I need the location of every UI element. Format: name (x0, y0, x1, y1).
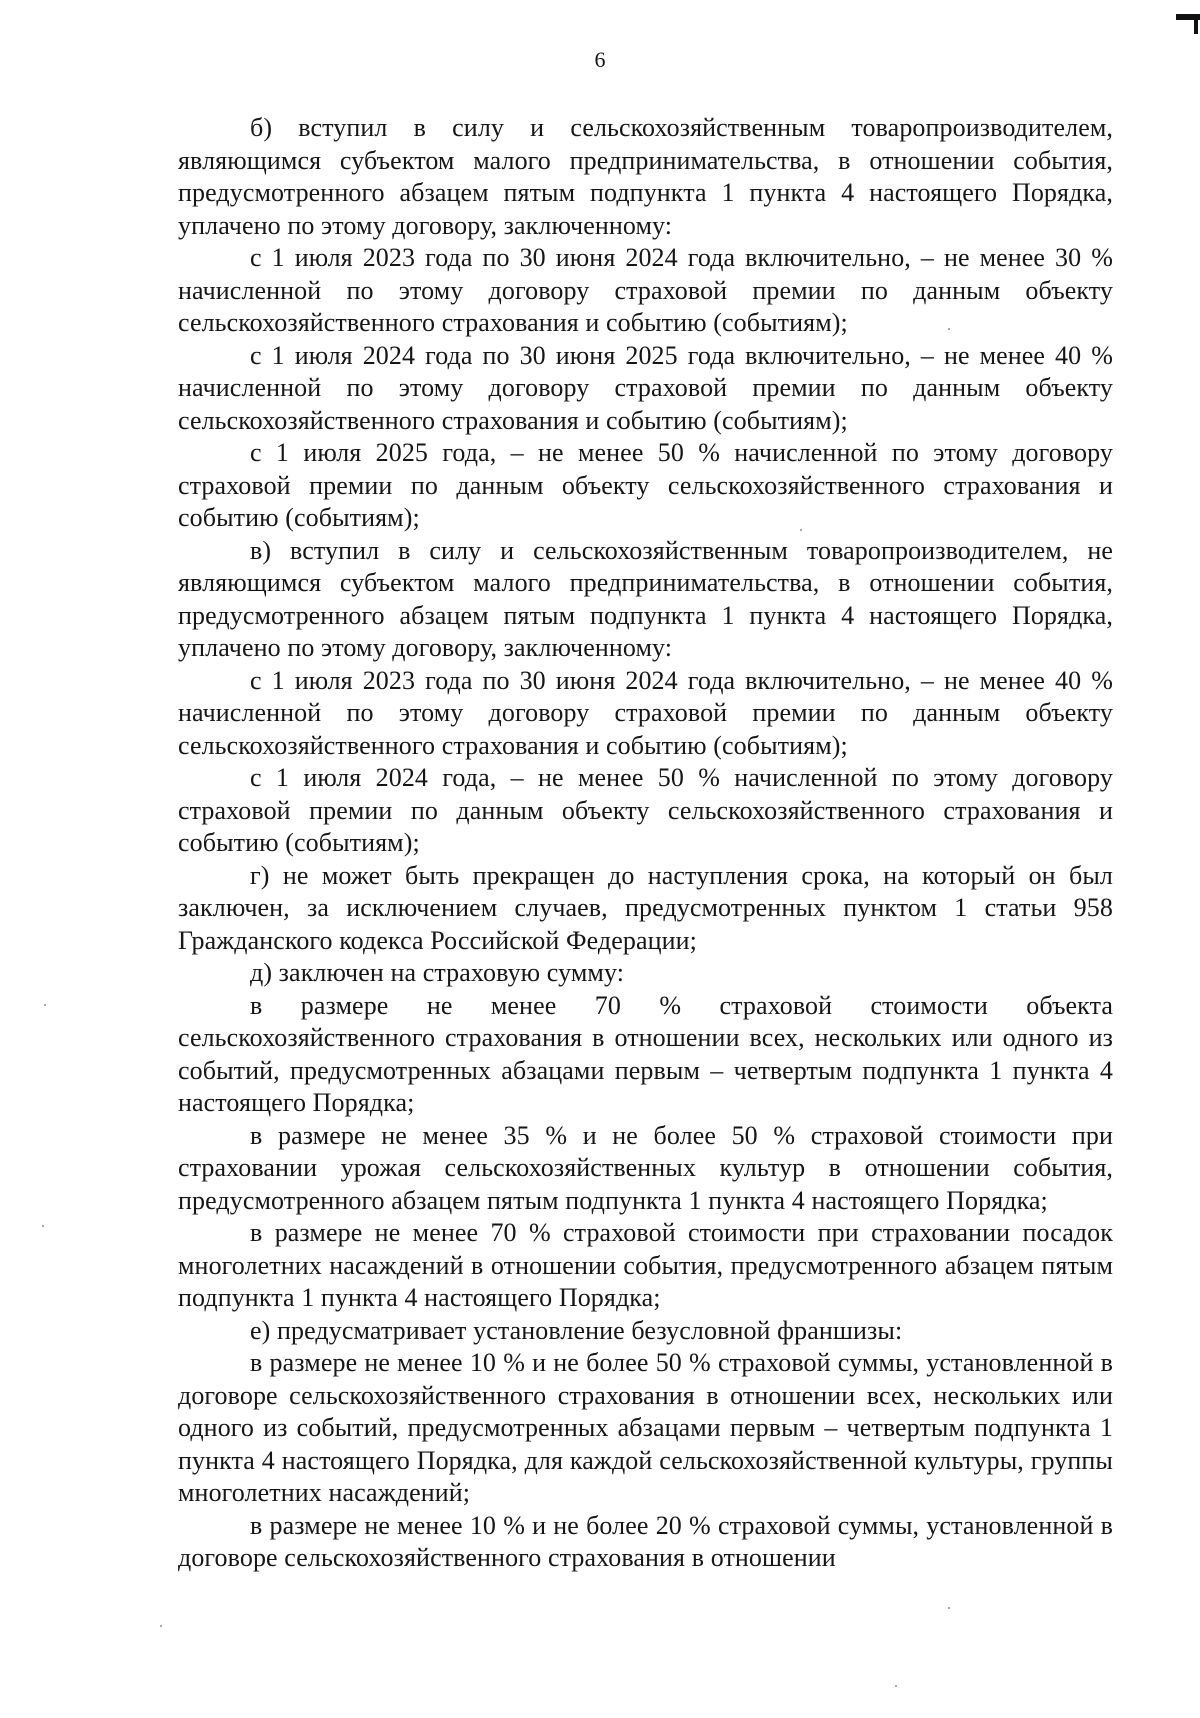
scan-speck (44, 1004, 46, 1006)
paragraph-d-3: в размере не менее 70 % страховой стоимости при страховании посадок многолетних насаждений в отношении события, предусмотренного абзацем пятым подпункта 1 пункта 4 настоящего Порядка; (178, 1218, 1113, 1312)
paragraph-b: б) вступил в силу и сельскохозяйственным товаропроизводителем, являющимся субъектом малого предпринимательства, в отношении события, предусмотренного абзацем пятым подпункта 1 пункта 4 настоящего Порядка, уплачено по этому договору, заключенному: (178, 113, 1113, 240)
paragraph-d: д) заключен на страховую сумму: (250, 958, 625, 987)
scan-speck (800, 529, 802, 531)
scan-speck (948, 1607, 950, 1609)
paragraph-b-2025: с 1 июля 2025 года, – не менее 50 % начисленной по этому договору страховой премии по данным объекту сельскохозяйственного страхования и событию (событиям); (178, 438, 1113, 532)
scan-corner-mark (1174, 0, 1200, 40)
paragraph-v: в) вступил в силу и сельскохозяйственным товаропроизводителем, не являющимся субъектом малого предпринимательства, в отношении события, предусмотренного абзацем пятым подпункта 1 пункта 4 настоящего Порядка, уплачено по этому договору, заключенному: (178, 535, 1113, 662)
scan-speck (160, 1625, 162, 1627)
paragraph-e-1: в размере не менее 10 % и не более 50 % страховой суммы, установленной в договоре сельскохозяйственного страхования в отношении всех, нескольких или одного из событий, предусмотренных абзацами первым – четвертым подпункта 1 пункта 4 настоящего Порядка, для каждой сельскохозяйственной культуры, группы многолетних насаждений; (178, 1348, 1113, 1507)
paragraph-d-2: в размере не менее 35 % и не более 50 % страховой стоимости при страховании урожая сельскохозяйственных культур в отношении события, предусмотренного абзацем пятым подпункта 1 пункта 4 настоящего Порядка; (178, 1120, 1113, 1215)
paragraph-b-2023: с 1 июля 2023 года по 30 июня 2024 года включительно, – не менее 30 % начисленной по этому договору страховой премии по данным объекту сельскохозяйственного страхования и событию (событиям); (178, 243, 1113, 337)
paragraph-g: г) не может быть прекращен до наступления срока, на который он был заключен, за исключением случаев, предусмотренных пунктом 1 статьи 958 Гражданского кодекса Российской Федерации; (178, 860, 1113, 955)
page-number: 6 (594, 47, 606, 72)
document-body (178, 112, 1113, 1575)
paragraph-b-2024: с 1 июля 2024 года по 30 июня 2025 года включительно, – не менее 40 % начисленной по этому договору страховой премии по данным объекту сельскохозяйственного страхования и событию (событиям); (178, 340, 1113, 435)
paragraph-v-2023: с 1 июля 2023 года по 30 июня 2024 года включительно, – не менее 40 % начисленной по этому договору страховой премии по данным объекту сельскохозяйственного страхования и событию (событиям); (178, 665, 1113, 760)
scan-speck (948, 328, 950, 330)
paragraph-d-1: в размере не менее 70 % страховой стоимости объекта сельскохозяйственного страхования в отношении всех, нескольких или одного из событий, предусмотренных абзацами первым – четвертым подпункта 1 пункта 4 настоящего Порядка; (178, 990, 1113, 1117)
paragraph-e: е) предусматривает установление безусловной франшизы: (250, 1315, 903, 1345)
scan-speck (42, 1225, 44, 1227)
paragraph-v-2024: с 1 июля 2024 года, – не менее 50 % начисленной по этому договору страховой премии по данным объекту сельскохозяйственного страхования и событию (событиям); (178, 763, 1113, 857)
scan-speck (895, 1685, 897, 1687)
paragraph-e-2: в размере не менее 10 % и не более 20 % страховой суммы, установленной в договоре сельскохозяйственного страхования в отношении (178, 1510, 1113, 1572)
